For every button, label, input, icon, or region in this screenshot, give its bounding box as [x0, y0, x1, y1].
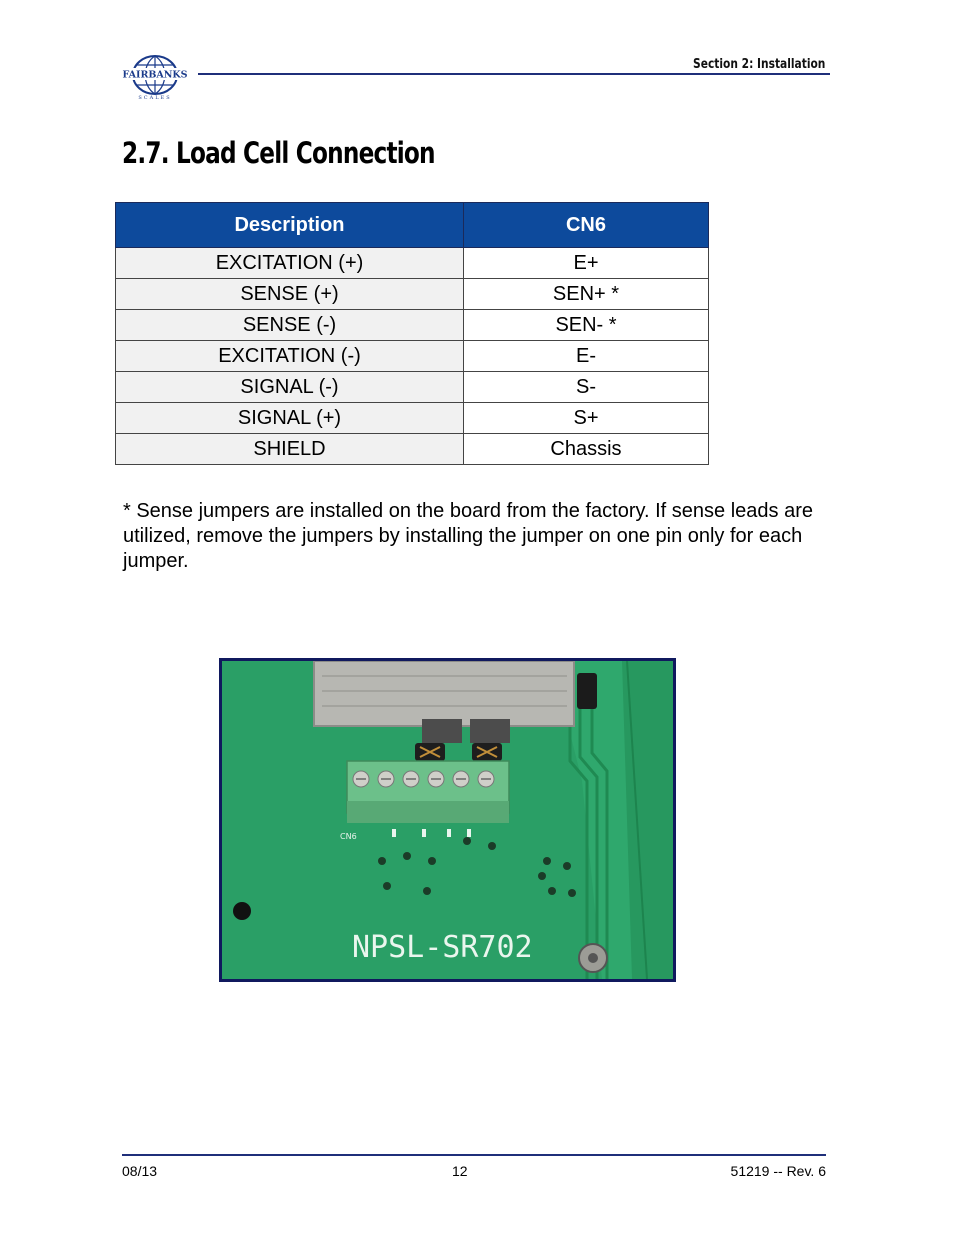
description-cell: SENSE (-): [116, 310, 464, 341]
table-row: [116, 248, 709, 279]
sense-jumper-note: * Sense jumpers are installed on the board from the factory. If sense leads are utilized, remove the jumpers by installing the jumper on one pin only for each jumper.: [123, 500, 813, 572]
footer-page-number: 12: [452, 1163, 468, 1179]
footer-rule: [122, 1154, 826, 1156]
table-row: [116, 341, 709, 372]
connector-label: CN6: [340, 832, 357, 841]
table-row: [116, 403, 709, 434]
table-row: [116, 434, 709, 465]
table-row: [116, 279, 709, 310]
footer-date: 08/13: [122, 1163, 158, 1179]
page-title: 2.7. Load Cell Connection: [122, 136, 435, 170]
table-row: [116, 372, 709, 403]
column-header-cn6: CN6: [464, 203, 709, 248]
section-label: Section 2: Installation: [692, 57, 825, 72]
description-cell: EXCITATION (+): [116, 248, 464, 279]
cn6-cell: S+: [464, 403, 709, 434]
column-header-description: Description: [116, 203, 464, 248]
fairbanks-logo: [122, 54, 188, 100]
logo-text: FAIRBANKS: [122, 69, 188, 81]
pcb-photo: [219, 658, 676, 982]
pcb-illustration: [222, 661, 673, 979]
description-cell: SIGNAL (+): [116, 403, 464, 434]
cn6-cell: E+: [464, 248, 709, 279]
description-cell: EXCITATION (-): [116, 341, 464, 372]
description-cell: SHIELD: [116, 434, 464, 465]
load-cell-pin-table: [115, 202, 709, 465]
cn6-cell: S-: [464, 372, 709, 403]
cn6-cell: E-: [464, 341, 709, 372]
description-cell: SENSE (+): [116, 279, 464, 310]
cn6-cell: SEN- *: [464, 310, 709, 341]
board-label: NPSL-SR702: [352, 930, 533, 965]
footer-document-revision: 51219 -- Rev. 6: [730, 1163, 826, 1179]
table-row: [116, 310, 709, 341]
header-rule: [198, 73, 830, 75]
cn6-cell: Chassis: [464, 434, 709, 465]
cn6-cell: SEN+ *: [464, 279, 709, 310]
description-cell: SIGNAL (-): [116, 372, 464, 403]
logo-subtext: SCALES: [138, 95, 172, 100]
